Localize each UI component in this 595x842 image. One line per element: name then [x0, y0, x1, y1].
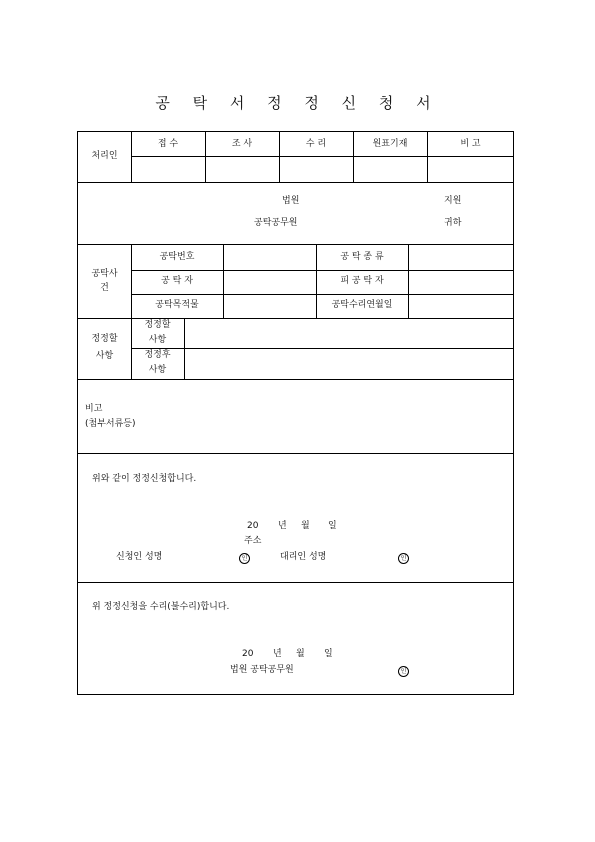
applicant-name-label: 신청인 성명	[116, 552, 163, 562]
remarks-label-2: (첨부서류등)	[85, 419, 136, 429]
court-label: 법원	[282, 196, 300, 206]
application-month-label: 월	[301, 521, 310, 531]
before-correction-field[interactable]	[185, 319, 513, 347]
deposit-accept-date-label: 공탁수리연월일	[331, 300, 393, 310]
applicant-seal-icon: 인	[239, 553, 250, 564]
correction-section-label-1: 정정할	[91, 334, 118, 344]
after-correction-field[interactable]	[185, 349, 513, 378]
deposit-number-label: 공탁번호	[159, 252, 195, 262]
header-investigation: 조 사	[231, 139, 253, 149]
processor-label: 처리인	[91, 151, 118, 161]
depositee-field[interactable]	[409, 271, 513, 293]
address-label: 주소	[244, 536, 262, 546]
processor-receipt-cell[interactable]	[132, 157, 204, 181]
deposit-section-label-1: 공탁사	[91, 269, 118, 279]
processor-remarks-cell[interactable]	[428, 157, 513, 181]
deposit-section-label-2: 건	[100, 283, 109, 293]
acceptance-day-label: 일	[324, 649, 333, 659]
after-label-1: 정정후	[144, 350, 171, 360]
after-label-2: 사항	[148, 365, 167, 375]
officer-label: 공탁공무원	[254, 218, 298, 228]
deposit-object-label: 공탁목적물	[155, 300, 199, 310]
deposit-type-label: 공 탁 종 류	[340, 252, 384, 262]
before-label-1: 정정할	[144, 320, 171, 330]
deposit-object-field[interactable]	[224, 295, 315, 317]
honorific-label: 귀하	[444, 218, 462, 228]
before-label-2: 사항	[148, 335, 167, 345]
header-remarks: 비 고	[460, 139, 481, 149]
depositor-field[interactable]	[224, 271, 315, 293]
processor-investigation-cell[interactable]	[206, 157, 278, 181]
remarks-label-1: 비고	[85, 404, 103, 414]
correction-application-form	[77, 131, 514, 695]
deposit-accept-date-field[interactable]	[409, 295, 513, 317]
application-statement: 위와 같이 정정신청합니다.	[92, 474, 197, 484]
form-title: 공 탁 서 정 정 신 청 서	[155, 94, 440, 112]
header-receipt: 접 수	[157, 139, 179, 149]
header-ledger-entry: 원표기재	[372, 139, 408, 149]
agent-name-label: 대리인 성명	[280, 552, 327, 562]
deposit-type-field[interactable]	[409, 245, 513, 269]
acceptance-year-prefix: 20	[242, 649, 254, 659]
header-acceptance: 수 리	[305, 139, 327, 149]
processor-ledger-cell[interactable]	[354, 157, 426, 181]
application-year-prefix: 20	[247, 521, 259, 531]
acceptance-officer-label: 법원 공탁공무원	[230, 665, 294, 675]
depositee-label: 피 공 탁 자	[340, 276, 384, 286]
acceptance-month-label: 월	[296, 649, 305, 659]
processor-acceptance-cell[interactable]	[280, 157, 352, 181]
acceptance-year-label: 년	[273, 649, 282, 659]
agent-seal-icon: 인	[398, 553, 409, 564]
correction-section-label-2: 사항	[95, 351, 114, 361]
remarks-field[interactable]	[188, 380, 513, 452]
application-day-label: 일	[328, 521, 337, 531]
application-year-label: 년	[278, 521, 287, 531]
branch-label: 지원	[444, 196, 462, 206]
deposit-number-field[interactable]	[224, 245, 315, 269]
depositor-label: 공 탁 자	[161, 276, 193, 286]
acceptance-statement: 위 정정신청을 수리(불수리)합니다.	[92, 602, 230, 612]
acceptance-seal-icon: 인	[398, 666, 409, 677]
